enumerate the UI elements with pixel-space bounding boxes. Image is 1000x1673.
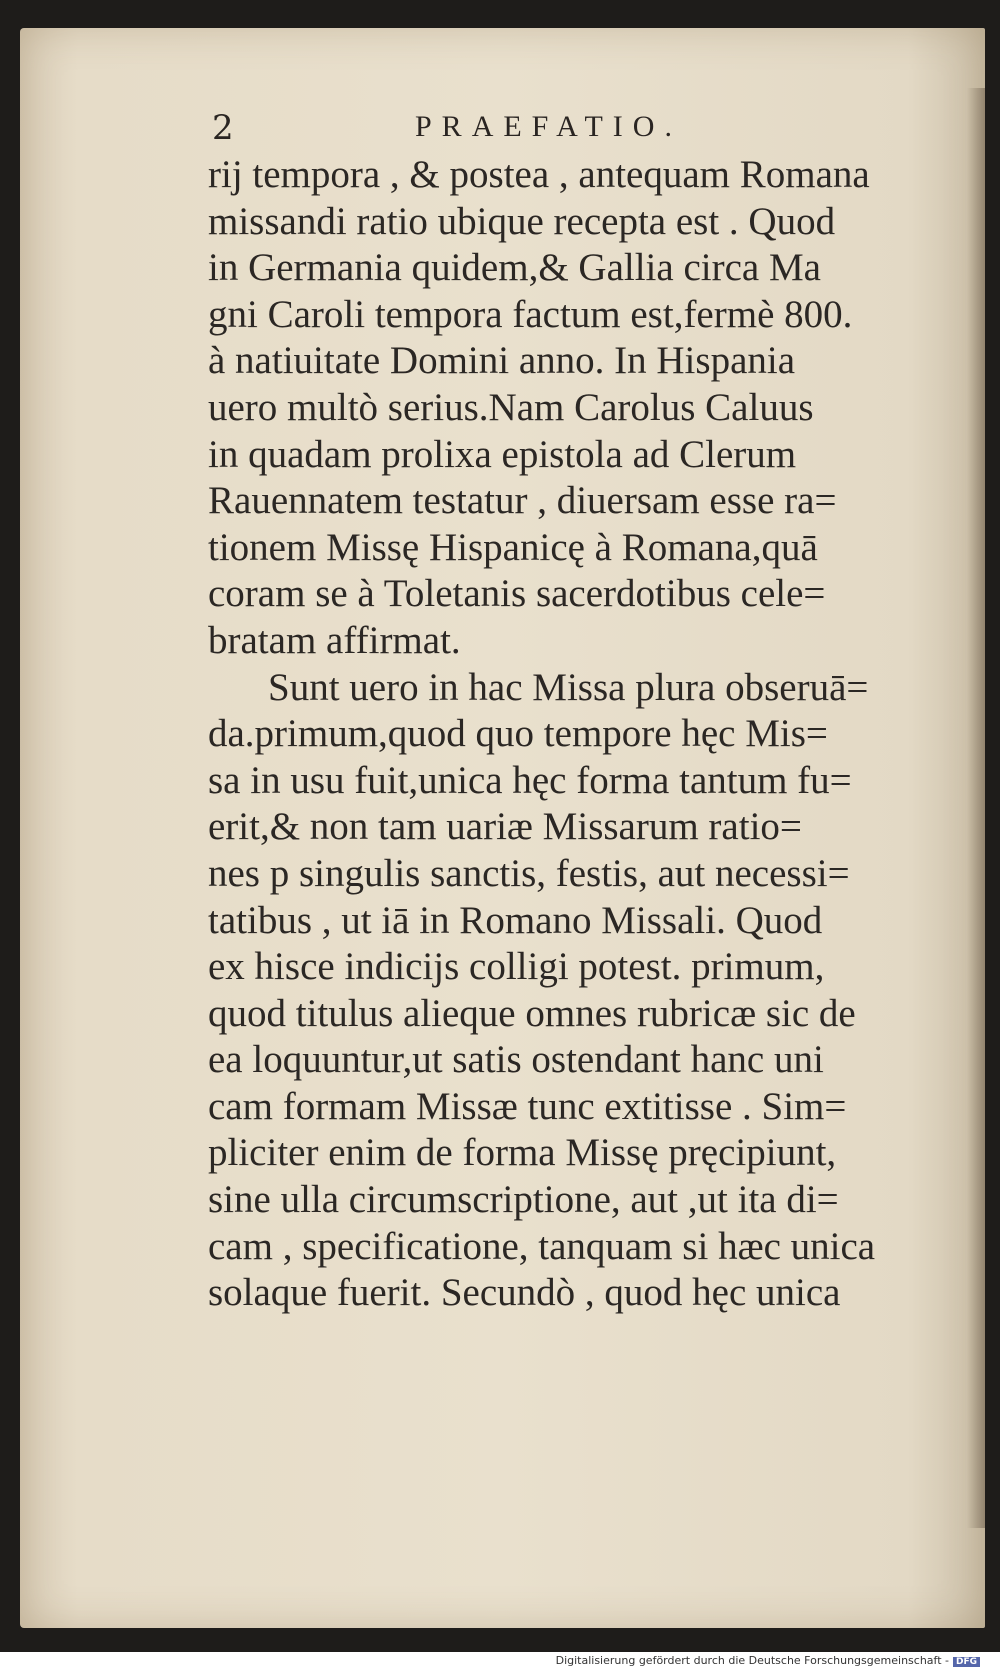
text-line: pliciter enim de forma Missę pręcipiunt, <box>208 1131 837 1175</box>
running-title: PRAEFATIO. <box>415 110 682 143</box>
text-line: tatibus , ut iā in Romano Missali. Quod <box>208 898 823 942</box>
text-line: in Germania quidem,& Gallia circa Ma <box>208 246 821 290</box>
text-line: in quadam prolixa epistola ad Clerum <box>208 432 797 476</box>
dfg-logo: DFG <box>953 1657 980 1667</box>
digitization-credit <box>556 1654 980 1667</box>
text-line: da.primum,quod quo tempore hęc Mis= <box>208 712 828 756</box>
text-line: tionem Missę Hispanicę à Romana,quā <box>208 525 818 569</box>
text-line: rij tempora , & postea , antequam Romana <box>208 153 870 196</box>
text-line: sa in usu fuit,unica hęc forma tantum fu= <box>208 758 852 802</box>
text-line: quod titulus alieque omnes rubricæ sic de <box>208 991 856 1035</box>
text-line: solaque fuerit. Secundò , quod hęc unica <box>208 1271 841 1315</box>
text-line: ea loquuntur,ut satis ostendant hanc uni <box>208 1038 824 1082</box>
text-line: uero multò serius.Nam Carolus Caluus <box>208 385 814 429</box>
text-line: gni Caroli tempora factum est,fermè 800. <box>208 292 853 336</box>
text-line: coram se à Toletanis sacerdotibus cele= <box>208 572 826 616</box>
text-line: à natiuitate Domini anno. In Hispania <box>208 339 796 383</box>
text-line: Sunt uero in hac Missa plura obseruā= <box>268 665 869 709</box>
text-line: sine ulla circumscriptione, aut ,ut ita di= <box>208 1178 839 1222</box>
page-edge-shadow <box>967 88 985 1528</box>
text-line: missandi ratio ubique recepta est . Quod <box>208 199 836 243</box>
text-line: cam , specificatione, tanquam si hæc unica <box>208 1224 876 1268</box>
running-head <box>200 104 920 154</box>
text-line: nes p singulis sanctis, festis, aut necessi= <box>208 851 850 895</box>
credit-text: Digitalisierung gefördert durch die Deutsche Forschungsgemeinschaft - <box>555 1654 949 1667</box>
text-line: Rauennatem testatur , diuersam esse ra= <box>208 479 837 523</box>
text-line: ex hisce indicijs colligi potest. primum, <box>208 945 825 989</box>
text-line: erit,& non tam uariæ Missarum ratio= <box>208 805 802 849</box>
body-text <box>208 152 928 1317</box>
text-line: bratam affirmat. <box>208 618 461 662</box>
page-number: 2 <box>212 108 234 148</box>
text-line: cam formam Missæ tunc extitisse . Sim= <box>208 1084 847 1128</box>
